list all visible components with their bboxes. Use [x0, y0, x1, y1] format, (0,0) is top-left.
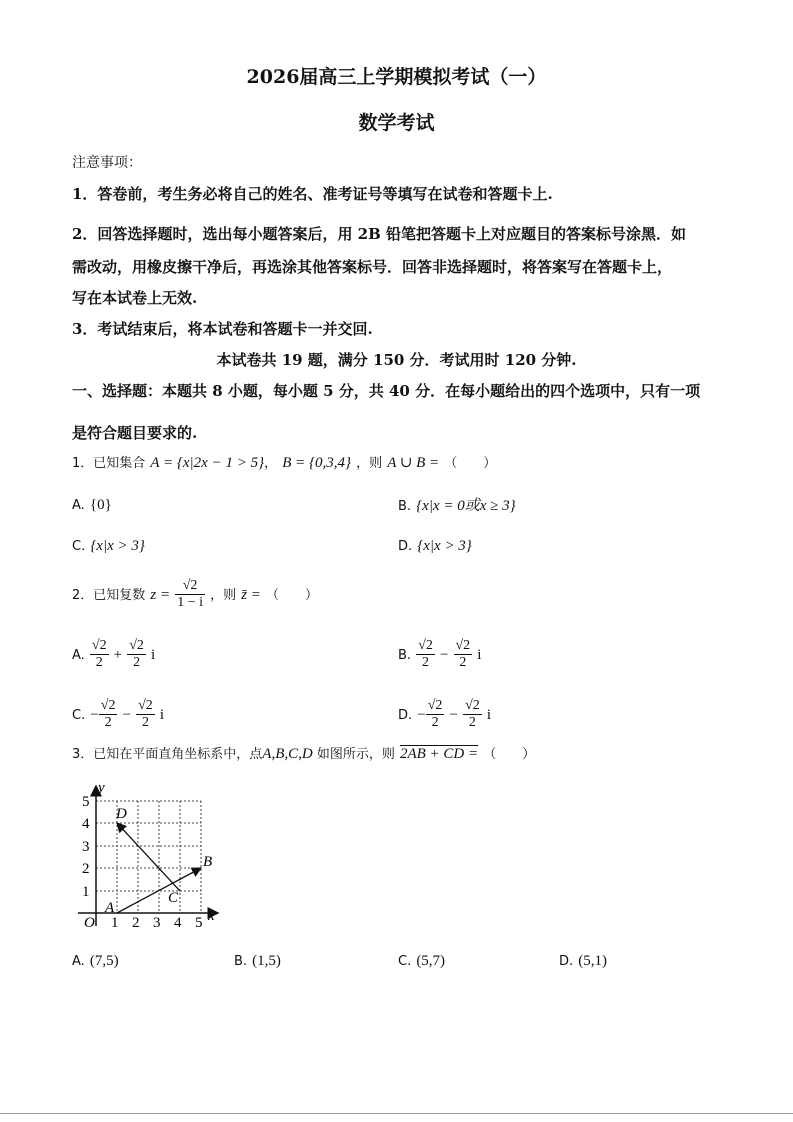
option-label: D.	[559, 954, 574, 969]
option-text: {x|x > 3}	[417, 538, 472, 554]
fraction-denominator: 1 − i	[177, 595, 203, 610]
y-tick-5: 5	[82, 794, 90, 810]
option-label: C.	[72, 539, 86, 554]
q3-option-b[interactable]	[234, 950, 281, 970]
fraction-denominator: 2	[422, 655, 429, 670]
fraction-numerator: √2	[91, 638, 107, 653]
q1-paren: （ ）	[444, 456, 497, 471]
operator: +	[113, 647, 123, 663]
x-tick-3: 3	[153, 915, 161, 930]
notice-item-1: 1．答卷前，考生务必将自己的姓名、准考证号等填写在试卷和答题卡上.	[72, 185, 553, 203]
notice-item-2-cont: 需改动，用橡皮擦干净后，再选涂其他答案标号．回答非选择题时，将答案写在答题卡上，	[72, 258, 673, 276]
fraction-numerator: √2	[427, 698, 443, 713]
notice-heading: 注意事项：	[72, 155, 142, 171]
question-1: 1．已知集合 A = {x|2x − 1 > 5}， B = {0,3,4} ，则 A ∪ B = （ ）	[72, 455, 497, 471]
point-c-label: C	[168, 890, 179, 906]
fraction-numerator: √2	[100, 698, 116, 713]
exam-summary: 本试卷共 19 题，满分 150 分．考试用时 120 分钟.	[216, 351, 577, 369]
section1-instructions: 一、选择题：本题共 8 小题，每小题 5 分，共 40 分．在每小题给出的四个选项中，只有一项	[72, 382, 701, 400]
q2-fraction	[175, 578, 205, 611]
y-axis-label: y	[98, 780, 105, 796]
option-text: (7,5)	[89, 953, 119, 969]
fraction-numerator: √2	[129, 638, 144, 653]
y-tick-1: 1	[82, 884, 90, 900]
option-text: {x|x = 0或x ≥ 3}	[416, 498, 516, 514]
fraction-numerator: √2	[175, 578, 205, 595]
fraction-denominator: 2	[104, 715, 112, 730]
q3-prefix: 3．已知在平面直角坐标系中，点	[72, 747, 263, 762]
x-tick-2: 2	[132, 915, 140, 930]
q2-zbar: z̄ =	[241, 587, 261, 603]
fraction-denominator: 2	[468, 715, 476, 730]
q2-ask: ，则	[210, 588, 237, 603]
option-text: {x|x > 3}	[90, 538, 145, 554]
option-label: A.	[72, 648, 85, 663]
q3-coordinate-figure	[72, 780, 232, 930]
fraction-numerator: √2	[465, 698, 480, 713]
operator: −	[122, 707, 132, 723]
y-tick-2: 2	[82, 861, 90, 877]
origin-label: O	[84, 915, 95, 930]
q2-option-b[interactable]	[398, 638, 481, 671]
q1-prefix: 1．已知集合	[72, 456, 146, 471]
option-label: C.	[72, 708, 86, 723]
imaginary-unit: i	[477, 647, 482, 663]
question-3	[72, 743, 535, 763]
option-label: C.	[398, 954, 412, 969]
operator: −	[449, 707, 458, 723]
fraction-numerator: √2	[455, 638, 471, 653]
subject-title: 数学考试	[358, 112, 435, 134]
fraction-denominator: 2	[141, 715, 149, 730]
y-tick-4: 4	[82, 816, 90, 832]
q3-points: A,B,C,D	[262, 746, 313, 762]
question-2	[72, 578, 318, 611]
page-title: 2026届高三上学期模拟考试（一）	[246, 66, 547, 88]
option-label: B.	[398, 648, 412, 663]
x-tick-5: 5	[195, 915, 203, 930]
option-label: D.	[398, 708, 413, 723]
q1-option-c[interactable]	[72, 535, 145, 555]
q1-ask: ，则	[356, 456, 383, 471]
y-tick-3: 3	[82, 839, 90, 855]
notice-item-2-end: 写在本试卷上无效.	[72, 289, 198, 307]
point-a-label: A	[105, 900, 115, 916]
q2-prefix: 2．已知复数	[72, 588, 146, 603]
q3-option-a[interactable]	[72, 950, 119, 970]
x-tick-4: 4	[174, 915, 182, 930]
x-axis-label: x	[208, 908, 215, 924]
page-bottom-rule	[0, 1113, 793, 1114]
point-b-label: B	[203, 854, 213, 870]
fraction-denominator: 2	[133, 655, 141, 670]
option-label: D.	[398, 539, 413, 554]
q3-paren: （ ）	[483, 747, 536, 762]
section1-instructions-cont: 是符合题目要求的.	[72, 424, 198, 442]
x-tick-1: 1	[111, 915, 119, 930]
q1-option-a[interactable]	[72, 494, 112, 514]
fraction-denominator: 2	[95, 655, 103, 670]
fraction-denominator: 2	[459, 655, 467, 670]
imaginary-unit: i	[486, 707, 492, 723]
point-d-label: D	[116, 806, 127, 822]
option-label: A.	[72, 954, 85, 969]
q2-paren: （ ）	[266, 588, 319, 603]
notice-item-2: 2．回答选择题时，选出每小题答案后，用 2B 铅笔把答题卡上对应题目的答案标号涂黑．如	[72, 225, 687, 243]
imaginary-unit: i	[159, 707, 165, 723]
option-label: A.	[72, 498, 85, 513]
operator: −	[439, 647, 449, 663]
option-label: B.	[234, 954, 248, 969]
q3-expr: 2AB + CD =	[399, 746, 479, 762]
q2-option-d[interactable]	[398, 698, 491, 731]
option-label: B.	[398, 499, 412, 514]
q2-z: z =	[150, 587, 171, 603]
q1-set-a: A = {x|2x − 1 > 5}	[150, 455, 265, 471]
sign: −	[417, 707, 426, 723]
fraction-denominator: 2	[431, 715, 439, 730]
option-text: (5,1)	[578, 953, 607, 969]
q1-expr: A ∪ B =	[387, 455, 440, 471]
q2-option-c[interactable]	[72, 698, 164, 731]
q3-mid: 如图所示，则	[312, 747, 395, 762]
vector-cd	[117, 823, 180, 891]
q2-option-a[interactable]	[72, 638, 155, 671]
option-text: {0}	[89, 497, 112, 513]
q3-option-d[interactable]	[559, 950, 607, 970]
notice-item-3: 3．考试结束后，将本试卷和答题卡一并交回.	[72, 320, 373, 338]
imaginary-unit: i	[151, 647, 156, 663]
q3-option-c[interactable]	[398, 950, 445, 970]
q1-option-d[interactable]	[398, 535, 472, 555]
fraction-numerator: √2	[138, 698, 153, 713]
fraction-numerator: √2	[418, 638, 433, 653]
option-text: (5,7)	[416, 953, 446, 969]
q1-set-b: B = {0,3,4}	[282, 455, 351, 471]
sign: −	[90, 707, 99, 723]
option-text: (1,5)	[252, 953, 281, 969]
q1-option-b[interactable]	[398, 494, 516, 515]
